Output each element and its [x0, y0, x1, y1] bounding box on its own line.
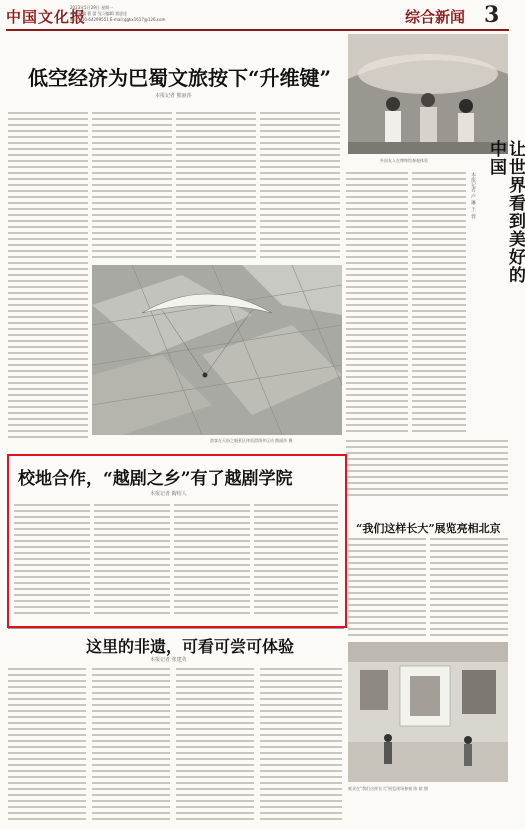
paraglider-caption: 游客在天府之眼景区体验滑翔伞运动 熊丽莎 摄 [210, 438, 293, 443]
masthead-contact: 电话:010-64299551 E-mail:ggkx1617@126.com [70, 17, 166, 22]
yueju-column-4 [254, 504, 338, 616]
byline-world: 本报记者 卢 琳 王 蓉 [470, 172, 476, 219]
headline-yueju: 校地合作，“越剧之乡”有了越剧学院 [18, 469, 293, 489]
section-name: 综合新闻 [405, 8, 466, 26]
yueju-column-3 [174, 504, 250, 616]
masthead-date: 2023年5月29日 星期一 [70, 5, 114, 10]
yueju-column-1 [14, 504, 90, 616]
byline-heritage: 本报记者 张建英 [150, 657, 187, 663]
masthead-info [70, 5, 165, 23]
world-column-2 [412, 172, 466, 432]
lowcarbon-column-1 [8, 112, 88, 442]
exhibition-photo-caption: 观众在“我们这样长大”展览现场参观 陈 斌 摄 [348, 786, 428, 791]
exhibition-photo [348, 642, 508, 782]
exhibition-column-2 [430, 538, 508, 638]
exhibition-column-1 [348, 538, 426, 638]
world-photo-caption: 外国友人在博物馆参观体验 [380, 158, 428, 163]
page-number: 3 [484, 2, 500, 28]
headline-exhibition: “我们这样长大”展览亮相北京 [356, 522, 501, 535]
byline-yueju: 本报记者 陶绍人 [150, 491, 187, 497]
masthead-editors: 本版责编 曹 蕾 见习编辑 贾思佳 [70, 11, 128, 16]
headline-heritage: 这里的非遗，可看可尝可体验 [86, 637, 295, 656]
heritage-column-1 [8, 668, 86, 823]
headline-lowcarbon: 低空经济为巴蜀文旅按下“升维键” [28, 66, 332, 90]
world-column-3 [346, 440, 508, 500]
lowcarbon-column-4 [260, 112, 340, 262]
lowcarbon-column-3 [176, 112, 256, 262]
world-photo [348, 34, 508, 154]
paraglider-photo [92, 265, 342, 435]
masthead-logo: 中国文化报 [6, 8, 87, 26]
byline-lowcarbon: 本报记者 熊丽莎 [155, 93, 192, 99]
divider-heritage [8, 628, 344, 629]
lowcarbon-column-2 [92, 112, 172, 262]
headline-world: 让世界看到美好的中国 [486, 140, 525, 284]
world-column-1 [346, 172, 408, 432]
heritage-column-3 [176, 668, 254, 823]
heritage-column-4 [260, 668, 342, 823]
heritage-column-2 [92, 668, 170, 823]
yueju-column-2 [94, 504, 170, 616]
masthead-rule [6, 29, 509, 31]
